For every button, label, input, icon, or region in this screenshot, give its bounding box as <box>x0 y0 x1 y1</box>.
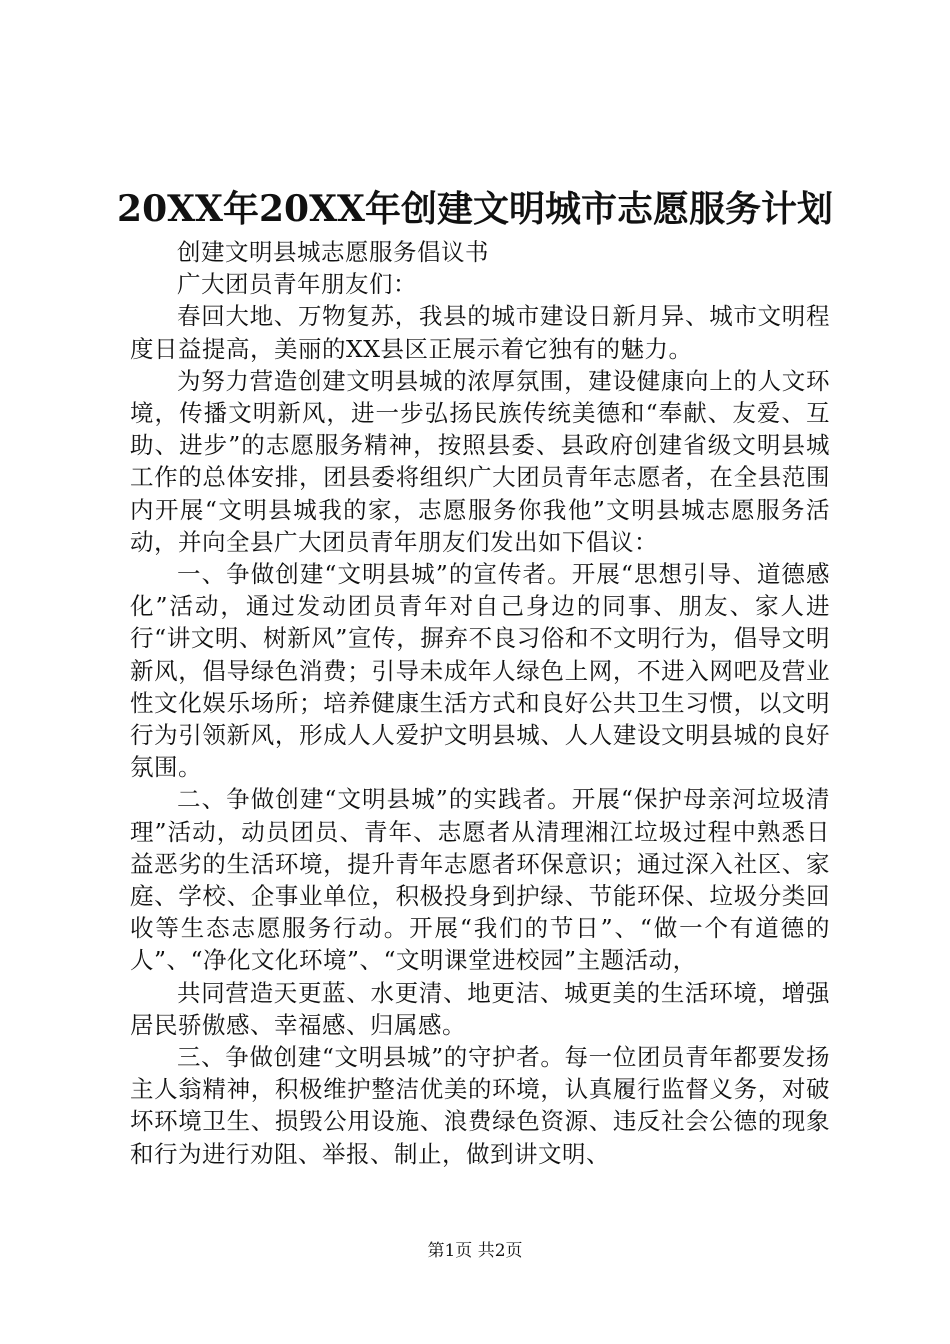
document-body <box>130 236 830 1170</box>
paragraph: 为努力营造创建文明县城的浓厚氛围，建设健康向上的人文环境，传播文明新风，进一步弘扬民族传统美德和“奉献、友爱、互助、进步”的志愿服务精神，按照县委、县政府创建省级文明县城工作的总体安排，团县委将组织广大团员青年志愿者，在全县范围内开展“文明县城我的家，志愿服务你我他”文明县城志愿服务活动，并向全县广大团员青年朋友们发出如下倡议： <box>130 366 830 556</box>
document-title: 20XX年20XX年创建文明城市志愿服务计划 <box>117 188 833 230</box>
paragraph-heading: 创建文明县城志愿服务倡议书 <box>177 238 489 266</box>
paragraph: 二、争做创建“文明县城”的实践者。开展“保护母亲河垃圾清理”活动，动员团员、青年、志愿者从清理湘江垃圾过程中熟悉日益恶劣的生活环境，提升青年志愿者环保意识；通过深入社区、家庭、学校、企事业单位，积极投身到护绿、节能环保、垃圾分类回收等生态志愿服务行动。开展“我们的节日”、“做一个有道德的人”、“净化文化环境”、“文明课堂进校园”主题活动， <box>130 785 830 975</box>
paragraph-salutation: 广大团员青年朋友们： <box>177 270 417 299</box>
paragraph: 一、争做创建“文明县城”的宣传者。开展“思想引导、道德感化”活动，通过发动团员青年对自己身边的同事、朋友、家人进行“讲文明、树新风”宣传，摒弃不良习俗和不文明行为，倡导文明新风，倡导绿色消费；引导未成年人绿色上网，不进入网吧及营业性文化娱乐场所；培养健康生活方式和良好公共卫生习惯，以文明行为引领新风，形成人人爱护文明县城、人人建设文明县城的良好氛围。 <box>130 560 830 782</box>
paragraph: 三、争做创建“文明县城”的守护者。每一位团员青年都要发扬主人翁精神，积极维护整洁优美的环境，认真履行监督义务，对破坏环境卫生、损毁公用设施、浪费绿色资源、违反社会公德的现象和行为进行劝阻、举报、制止，做到讲文明、 <box>130 1043 830 1168</box>
paragraph: 春回大地、万物复苏，我县的城市建设日新月异、城市文明程度日益提高，美丽的XX县区正展示着它独有的魅力。 <box>130 302 830 363</box>
paragraph: 共同营造天更蓝、水更清、地更洁、城更美的生活环境，增强居民骄傲感、幸福感、归属感。 <box>130 978 830 1039</box>
page-number-footer: 第1页 共2页 <box>427 1241 523 1261</box>
